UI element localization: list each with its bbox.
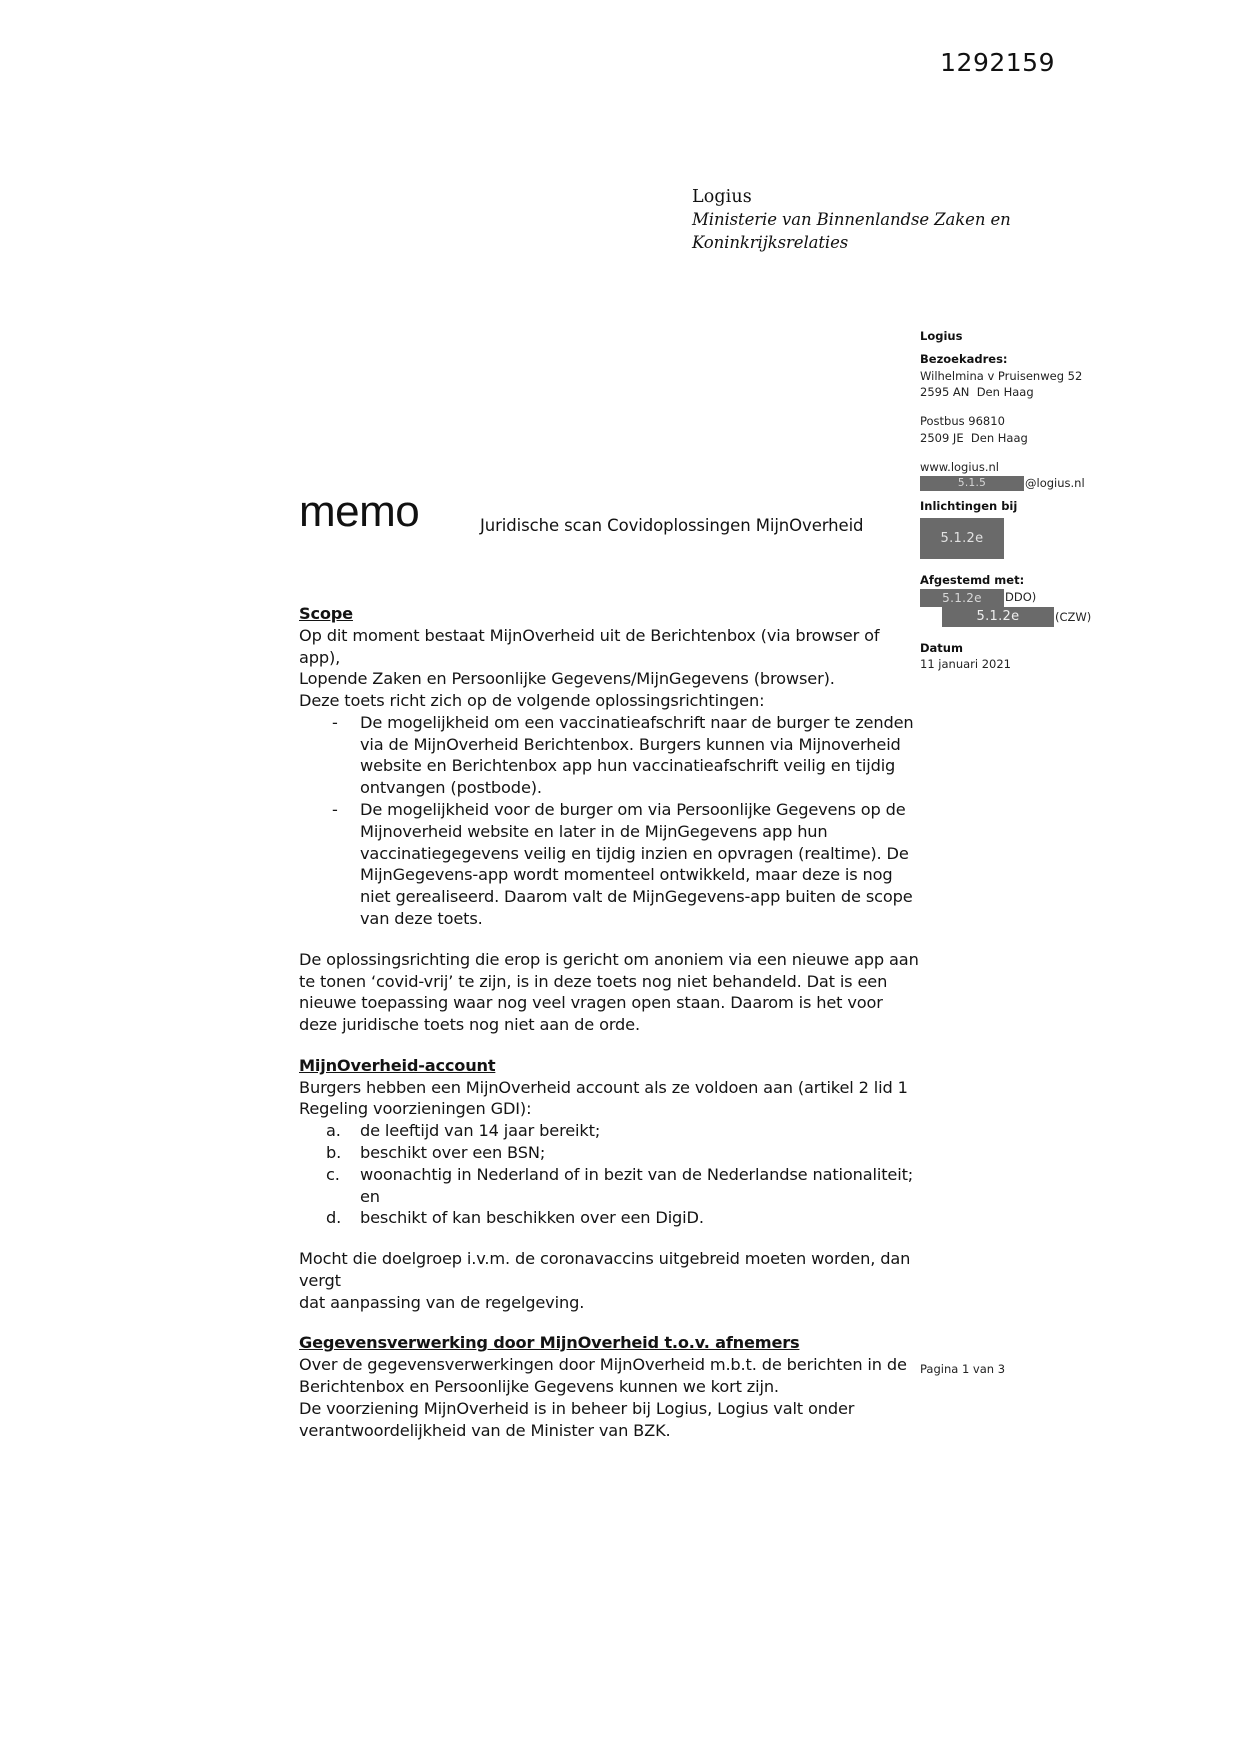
document-page xyxy=(95,0,1145,1754)
meta-email-domain: @logius.nl xyxy=(1025,476,1085,491)
meta-email-row xyxy=(920,476,1125,491)
list-item: beschikt of kan beschikken over een DigiD. xyxy=(360,1208,704,1228)
redaction-aligned-czw: 5.1.2e xyxy=(942,607,1054,627)
meta-aligned-row-1 xyxy=(920,589,1125,607)
meta-aligned-label: Afgestemd met: xyxy=(920,572,1025,587)
processing-line2: Berichtenbox en Persoonlijke Gegevens kunnen we kort zijn. xyxy=(299,1377,779,1396)
list-item: woonachtig in Nederland of in bezit van de Nederlandse nationaliteit; en xyxy=(360,1164,914,1206)
meta-organisation: Logius xyxy=(920,329,963,343)
scope-closing-paragraph: De oplossingsrichting die erop is gericht om anoniem via een nieuwe app aan te tonen ‘covid-vrij’ te zijn, is in deze toets nog niet behandeld. Dat is een nieuwe toepassing waar nog veel vragen open staan. Daarom is het voor deze juridische toets nog niet aan de orde. xyxy=(299,949,919,1035)
list-item: - De mogelijkheid voor de burger om via Persoonlijke Gegevens op de Mijnoverheid website en later in de MijnGegevens app hun vaccinatiegegevens veilig en tijdig inzien en opvragen (realtime). De MijnGegevens-app wordt momenteel ontwikkeld, maar deze is nog niet gerealiseerd. Daarom valt de MijnGegevens-app buiten de scope van deze toets. xyxy=(299,799,919,930)
meta-website: www.logius.nl xyxy=(920,459,999,474)
letterhead-organisation: Logius xyxy=(692,187,752,207)
processing-line3: De voorziening MijnOverheid is in beheer bij Logius, Logius valt onder xyxy=(299,1398,855,1418)
letterhead xyxy=(692,186,1022,254)
list-item: de leeftijd van 14 jaar bereikt; xyxy=(360,1121,601,1141)
list-item: - De mogelijkheid om een vaccinatieafschrift naar de burger te zenden via de MijnOverheid Berichtenbox. Burgers kunnen via Mijnoverheid website en Berichtenbox app hun vaccinatieafschrift veilig en tijdig ontvangen (postbode). xyxy=(299,712,919,799)
account-intro-line2: Regeling voorzieningen GDI): xyxy=(299,1099,532,1119)
page-title: memo xyxy=(299,487,420,536)
section-heading-account: MijnOverheid-account xyxy=(299,1055,496,1075)
meta-date-label: Datum xyxy=(920,640,963,655)
page-footer: Pagina 1 van 3 xyxy=(920,1362,1006,1376)
redaction-email: 5.1.5 xyxy=(920,476,1024,491)
meta-aligned-suffix-czw: (CZW) xyxy=(1055,609,1092,624)
redaction-info-contact: 5.1.2e xyxy=(920,518,1004,559)
meta-aligned-suffix-ddo: DDO) xyxy=(1005,590,1037,605)
section-heading-processing: Gegevensverwerking door MijnOverheid t.o.v. afnemers xyxy=(299,1333,800,1353)
meta-info-label: Inlichtingen bij xyxy=(920,499,1018,514)
letterhead-ministry-line1: Ministerie van Binnenlandse Zaken en xyxy=(692,210,1011,230)
account-requirements-list xyxy=(299,1120,919,1229)
scope-bullet-list xyxy=(299,712,919,930)
section-heading-scope: Scope xyxy=(299,604,353,623)
meta-aligned-row-2 xyxy=(920,608,1125,627)
account-intro-line1: Burgers hebben een MijnOverheid account als ze voldoen aan (artikel 2 lid 1 xyxy=(299,1077,908,1097)
meta-postbox: Postbus 96810 xyxy=(920,414,1005,429)
meta-date-value: 11 januari 2021 xyxy=(920,657,1012,672)
letterhead-ministry-line2: Koninkrijksrelaties xyxy=(692,232,849,252)
meta-postbox-city: 2509 JE Den Haag xyxy=(920,430,1028,445)
redaction-aligned-ddo: 5.1.2e xyxy=(920,589,1004,607)
meta-column xyxy=(920,328,1125,673)
account-closing-line1: Mocht die doelgroep i.v.m. de coronavaccins uitgebreid moeten worden, dan vergt xyxy=(299,1249,911,1290)
memo-subject: Juridische scan Covidoplossingen MijnOverheid xyxy=(480,516,864,535)
document-body xyxy=(299,603,919,1441)
list-item: beschikt over een BSN; xyxy=(360,1142,546,1162)
scope-intro-line1: Op dit moment bestaat MijnOverheid uit de Berichtenbox (via browser of app), xyxy=(299,625,880,667)
scope-intro-line2: Lopende Zaken en Persoonlijke Gegevens/MijnGegevens (browser). xyxy=(299,669,835,689)
processing-line4: verantwoordelijkheid van de Minister van BZK. xyxy=(299,1420,671,1440)
meta-visiting-city: 2595 AN Den Haag xyxy=(920,384,1034,399)
processing-line1: Over de gegevensverwerkingen door MijnOverheid m.b.t. de berichten in de xyxy=(299,1355,907,1375)
meta-visiting-street: Wilhelmina v Pruisenweg 52 xyxy=(920,368,1083,383)
document-number: 1292159 xyxy=(940,48,1055,77)
meta-visiting-label: Bezoekadres: xyxy=(920,352,1008,367)
scope-intro-line3: Deze toets richt zich op de volgende oplossingsrichtingen: xyxy=(299,691,765,711)
account-closing-line2: dat aanpassing van de regelgeving. xyxy=(299,1292,585,1312)
